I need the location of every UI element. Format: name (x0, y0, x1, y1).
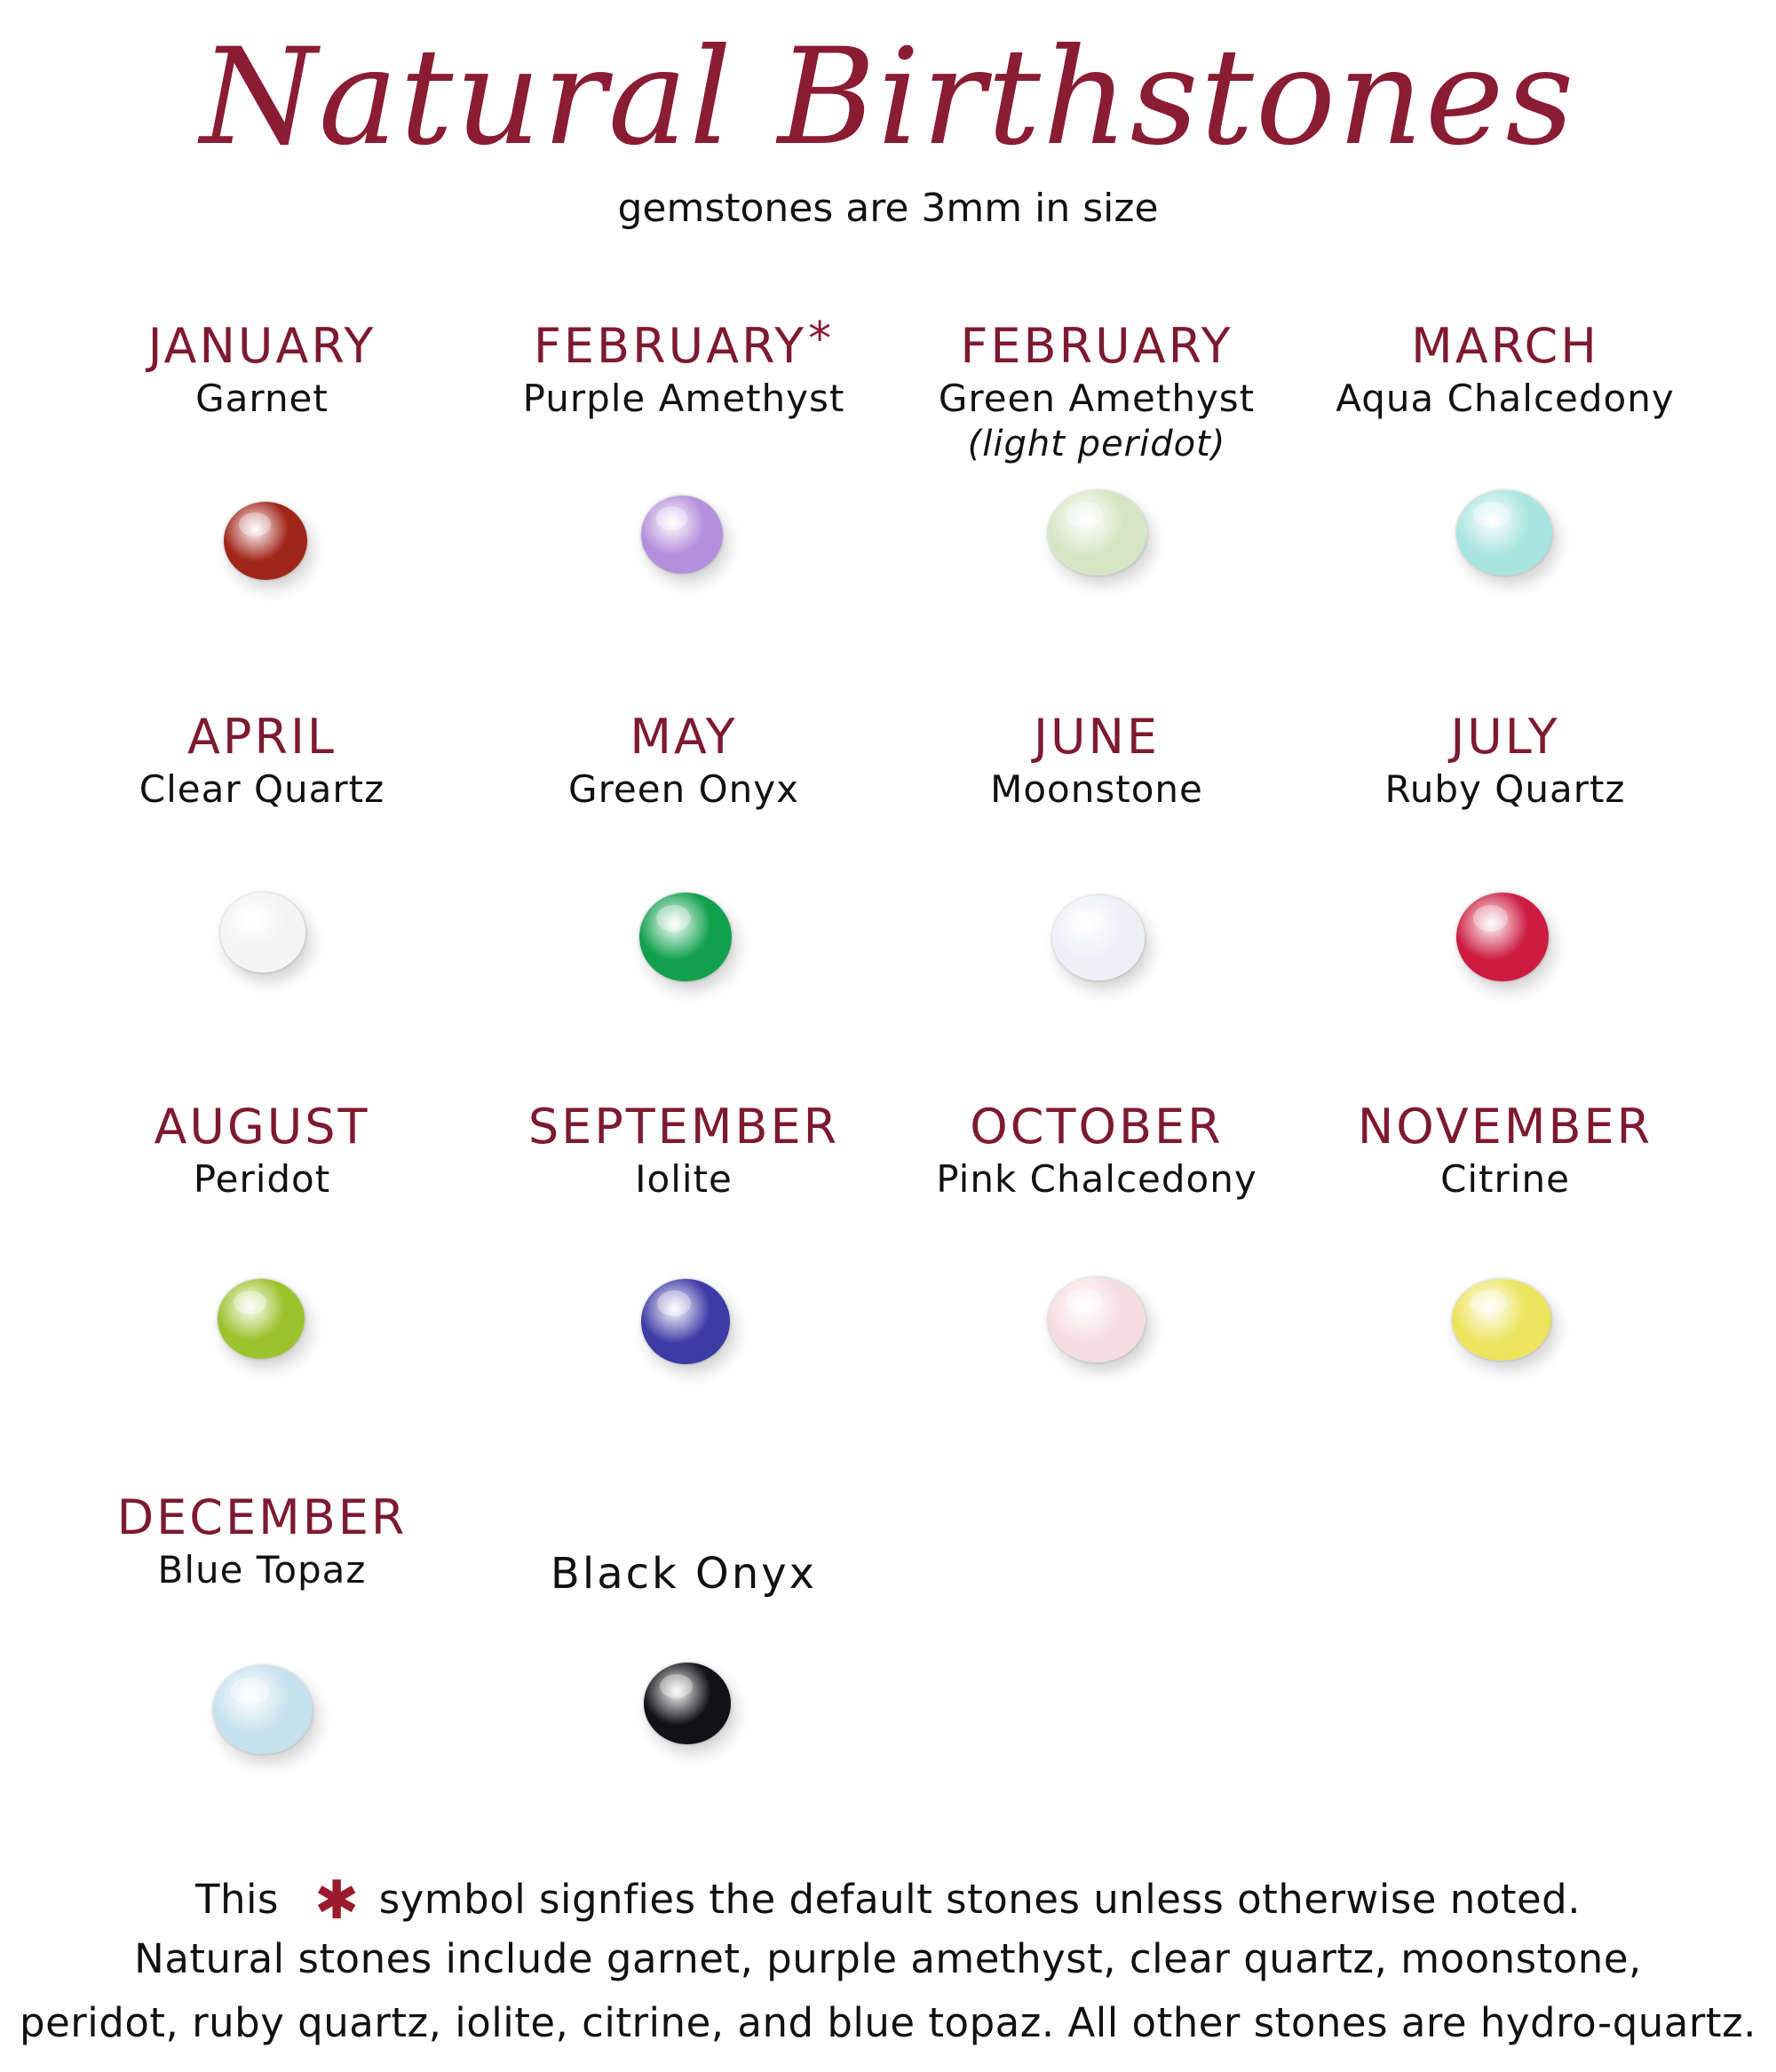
iolite-gem-icon (641, 1279, 730, 1364)
month-label (884, 709, 1310, 766)
month-label (884, 1099, 1310, 1155)
stone-name: Green Onyx (568, 767, 799, 811)
month-text: DECEMBER (116, 1489, 408, 1545)
default-star-icon: * (808, 313, 835, 366)
stone-card-july (1292, 709, 1718, 814)
month-label (471, 1099, 897, 1155)
stone-card-september (471, 1099, 897, 1203)
stone-card-august (49, 1099, 475, 1203)
stone-card-may (471, 709, 897, 814)
month-text: MAY (630, 709, 738, 765)
stone-name: Blue Topaz (157, 1548, 367, 1592)
stone-name: Iolite (635, 1157, 733, 1201)
stone-note: (light peridot) (967, 424, 1226, 464)
stone-name: Black Onyx (550, 1549, 818, 1599)
stone-card-january (49, 318, 475, 423)
garnet-gem-icon (224, 502, 307, 580)
stone-name: Citrine (1440, 1157, 1570, 1201)
month-label (1292, 1099, 1718, 1155)
citrine-gem-icon (1452, 1279, 1551, 1361)
month-text: FEBRUARY (533, 318, 807, 374)
month-label (1292, 709, 1718, 766)
month-label (884, 318, 1310, 375)
month-label (49, 1489, 475, 1546)
stone-card-october (884, 1099, 1310, 1203)
stone-card-june (884, 709, 1310, 814)
clear-quartz-gem-icon (220, 893, 305, 972)
month-text: AUGUST (154, 1099, 370, 1155)
month-text: APRIL (186, 709, 337, 765)
stone-card-black-onyx (471, 1550, 897, 1598)
page-subtitle: gemstones are 3mm in size (617, 186, 1159, 231)
stone-name: Peridot (193, 1157, 331, 1201)
green-amethyst-gem-icon (1048, 490, 1147, 576)
stone-name: Purple Amethyst (522, 377, 845, 420)
page-title: Natural Birthstones (200, 20, 1576, 175)
month-label (471, 709, 897, 766)
stone-name: Ruby Quartz (1384, 767, 1626, 811)
stone-name: Clear Quartz (139, 767, 385, 811)
stone-card-march (1292, 318, 1718, 423)
stone-card-february-green (884, 318, 1310, 465)
aqua-chalcedony-gem-icon (1456, 490, 1552, 576)
month-text: MARCH (1411, 318, 1599, 374)
footer-text: This (194, 1876, 279, 1923)
footer-line-1 (0, 1863, 1776, 1932)
blue-topaz-gem-icon (213, 1665, 313, 1754)
stone-name: Garnet (195, 377, 329, 420)
moonstone-gem-icon (1052, 895, 1145, 980)
footer-line-3: peridot, ruby quartz, iolite, citrine, and blue topaz. All other stones are hydro-quartz. (20, 1999, 1756, 2046)
month-text: SEPTEMBER (527, 1099, 840, 1155)
stone-card-december (49, 1489, 475, 1594)
asterisk-icon: ✱ (313, 1870, 360, 1932)
green-onyx-gem-icon (639, 893, 732, 981)
stone-card-february-purple (471, 313, 897, 423)
month-text: OCTOBER (970, 1099, 1224, 1155)
ruby-quartz-gem-icon (1456, 893, 1549, 981)
month-text: NOVEMBER (1357, 1099, 1653, 1155)
month-text: FEBRUARY (960, 318, 1233, 374)
stone-name: Pink Chalcedony (936, 1157, 1257, 1201)
month-label (49, 318, 475, 375)
month-label (49, 1099, 475, 1155)
pink-chalcedony-gem-icon (1048, 1277, 1146, 1362)
stone-card-april (49, 709, 475, 814)
stone-name: Moonstone (990, 767, 1203, 811)
purple-amethyst-gem-icon (641, 496, 723, 574)
stone-name: Green Amethyst (938, 377, 1256, 420)
black-onyx-gem-icon (644, 1663, 731, 1744)
footer-text: symbol signfies the default stones unless otherwise noted. (378, 1876, 1582, 1923)
month-text: JULY (1450, 709, 1560, 765)
stone-name: Aqua Chalcedony (1336, 377, 1675, 420)
month-label (471, 313, 897, 375)
month-label (1292, 318, 1718, 375)
peridot-gem-icon (218, 1279, 305, 1359)
month-text: JANUARY (147, 318, 377, 374)
month-label (49, 709, 475, 766)
footer-line-2: Natural stones include garnet, purple amethyst, clear quartz, moonstone, (134, 1935, 1642, 1982)
stone-card-november (1292, 1099, 1718, 1203)
month-text: JUNE (1034, 709, 1160, 765)
